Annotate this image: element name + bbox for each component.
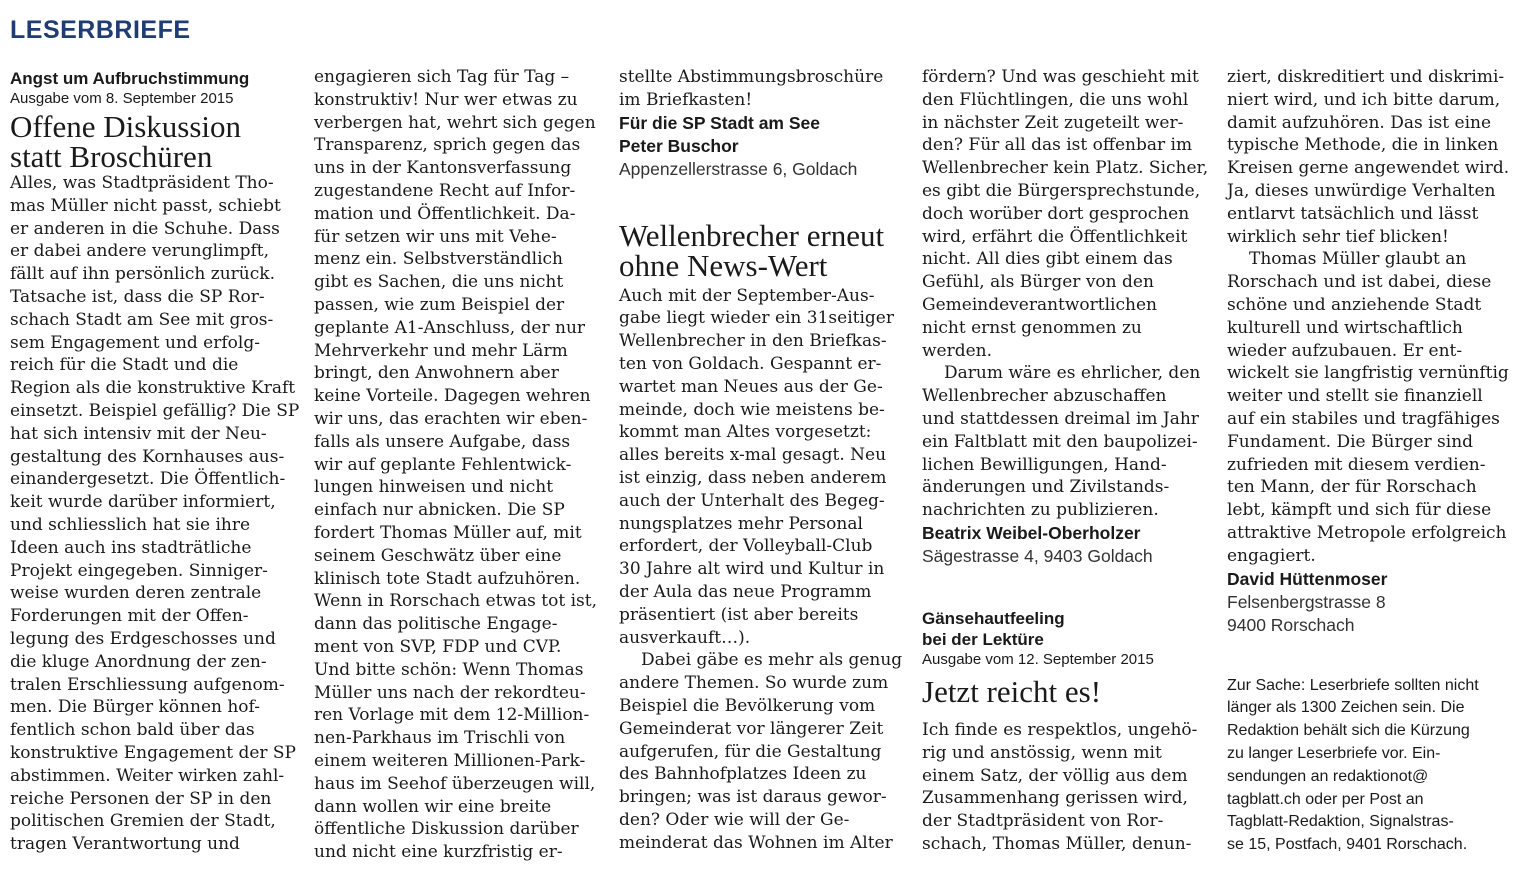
text-line: schöne und anziehende Stadt <box>1227 294 1482 315</box>
text-line: niert wird, und ich bitte darum, <box>1227 89 1501 110</box>
column-5 <box>1227 66 1512 857</box>
text-line: legung des Erdgeschosses und <box>10 628 276 649</box>
text-line: Rorschach und ist dabei, diese <box>1227 272 1492 293</box>
text-line: in nächster Zeit zugeteilt wer- <box>922 112 1184 133</box>
text-line: engagiert. <box>1227 545 1316 566</box>
text-line: andere Themen. So wurde zum <box>619 673 889 694</box>
letter1-body-continued <box>314 66 599 864</box>
text-line: haus im Seehof überzeugen will, <box>314 773 596 794</box>
letter2-address: Sägestrasse 4, 9403 Goldach <box>922 545 1153 566</box>
text-line: nicht ernst genommen zu <box>922 317 1142 338</box>
letter1-signature-name: Peter Buschor <box>619 135 739 156</box>
text-line: präsentiert (ist aber bereits <box>619 604 859 625</box>
text-line: den? Oder wie will der Ge- <box>619 809 850 830</box>
text-line: Fundament. Die Bürger sind <box>1227 431 1474 452</box>
text-line: Gefühl, als Bürger von den <box>922 272 1154 293</box>
text-line: Müller uns nach der rekordteu- <box>314 682 586 703</box>
text-line: auf ein stabiles und tragfähiges <box>1227 408 1500 429</box>
letter3-kicker-line: Gänsehautfeeling <box>922 608 1065 628</box>
text-line: seinem Geschwätz über eine <box>314 545 562 566</box>
text-line: lebt, kämpft und sich für diese <box>1227 500 1492 521</box>
text-line: politischen Gremien der Stadt, <box>10 811 276 832</box>
text-line: schach, Thomas Müller, denun- <box>922 833 1192 854</box>
text-line: klinisch tote Stadt aufzuhören. <box>314 568 581 589</box>
text-line: änderungen und Zivilstands- <box>922 477 1170 498</box>
text-line: erfordert, der Volleyball-Club <box>619 536 873 557</box>
text-line: fällt auf ihn persönlich zurück. <box>10 264 275 285</box>
text-line: und stattdessen dreimal im Jahr <box>922 408 1199 429</box>
text-line: öffentliche Diskussion darüber <box>314 819 579 840</box>
text-line: menz ein. Selbstverständlich <box>314 249 563 270</box>
text-line: Projekt eingegeben. Sinniger- <box>10 560 268 581</box>
text-line: fordert Thomas Müller auf, mit <box>314 522 582 543</box>
column-1 <box>10 68 300 856</box>
text-line: werden. <box>922 340 993 361</box>
text-line: ziert, diskreditiert und diskrimi- <box>1227 67 1505 87</box>
text-line: weise wurden deren zentrale <box>10 583 262 604</box>
text-line: keit wurde darüber informiert, <box>10 492 276 513</box>
text-line: wirklich sehr tief blicken! <box>1227 226 1449 247</box>
text-line: tragen Verantwortung und <box>10 834 240 855</box>
text-line: konstruktiv! Nur wer etwas zu <box>314 89 578 110</box>
letter1-kicker: Angst um Aufbruchstimmung <box>10 69 250 88</box>
text-line: zufrieden mit diesem verdien- <box>1227 454 1486 475</box>
text-line: und nicht eine kurzfristig er- <box>314 842 563 863</box>
text-line: ausverkauft…). <box>619 627 751 648</box>
text-line: stellte Abstimmungsbroschüre <box>619 67 884 87</box>
text-line: Mehrverkehr und mehr Lärm <box>314 340 568 361</box>
headline-line: statt Broschüren <box>10 139 213 174</box>
text-line: einem weiteren Millionen-Park- <box>314 750 586 771</box>
text-line: passen, wie zum Beispiel der <box>314 294 565 315</box>
letter3-body-continued <box>1227 66 1512 568</box>
letter2-body-continued <box>922 66 1212 522</box>
text-line: sendungen an redaktionot@ <box>1227 767 1429 785</box>
text-line: wir uns, das erachten wir eben- <box>314 408 588 429</box>
letter2-headline <box>619 217 904 283</box>
text-line: Wellenbrecher in den Briefkas- <box>619 331 887 352</box>
text-line: Tagblatt-Redaktion, Signalstras- <box>1227 813 1454 831</box>
text-line: einem Satz, der völlig aus dem <box>922 765 1188 786</box>
section-title: LESERBRIEFE <box>10 16 191 44</box>
text-line: ten Mann, der für Rorschach <box>1227 477 1477 498</box>
text-line: typische Methode, die in linken <box>1227 135 1499 156</box>
text-line: zugestandene Recht auf Infor- <box>314 180 576 201</box>
editorial-note <box>1227 675 1512 857</box>
letter1-body <box>10 172 300 856</box>
text-line: ten von Goldach. Gespannt er- <box>619 353 882 374</box>
text-line: weiter und stellt sie finanziell <box>1227 386 1483 407</box>
text-line: gestaltung des Kornhauses aus- <box>10 446 285 467</box>
text-line: es gibt die Bürgersprechstunde, <box>922 180 1201 201</box>
letter3-address-line: 9400 Rorschach <box>1227 614 1355 635</box>
text-line: einfach nur abnicken. Die SP <box>314 500 565 521</box>
text-line: fördern? Und was geschieht mit <box>922 67 1199 87</box>
letter3-issue-date: Ausgabe vom 12. September 2015 <box>922 650 1154 668</box>
text-line: wartet man Neues aus der Ge- <box>619 376 883 397</box>
letter1-signature-org: Für die SP Stadt am See <box>619 112 820 133</box>
text-line: nachrichten zu publizieren. <box>922 500 1159 521</box>
text-line: sem Engagement und erfolg- <box>10 332 260 353</box>
text-line: doch worüber dort gesprochen <box>922 203 1190 224</box>
text-line: Redaktion behält sich die Kürzung <box>1227 722 1470 740</box>
text-line: im Briefkasten! <box>619 89 753 110</box>
text-line: länger als 1300 Zeichen sein. Die <box>1227 699 1465 717</box>
letter1-headline <box>10 109 295 174</box>
text-line: nicht. All dies gibt einem das <box>922 249 1173 270</box>
text-line: wickelt sie langfristig vernünftig <box>1227 363 1509 384</box>
text-line: Gemeindeverantwortlichen <box>922 294 1157 315</box>
text-line: aufgerufen, für die Gestaltung <box>619 741 882 762</box>
letter2-body <box>619 285 904 855</box>
text-line: ment von SVP, FDP und CVP. <box>314 636 562 657</box>
text-line: dann das politische Engage- <box>314 614 558 635</box>
text-line: falls als unsere Aufgabe, dass <box>314 431 571 452</box>
text-line: Zur Sache: Leserbriefe sollten nicht <box>1227 676 1479 694</box>
text-line: Region als die konstruktive Kraft <box>10 378 296 399</box>
letter2-signature: Beatrix Weibel-Oberholzer <box>922 522 1141 543</box>
text-line: zu langer Leserbriefe vor. Ein- <box>1227 744 1441 762</box>
text-line: Darum wäre es ehrlicher, den <box>944 363 1201 384</box>
text-line: und schliesslich hat sie ihre <box>10 514 251 535</box>
text-line: Tatsache ist, dass die SP Ror- <box>10 286 265 307</box>
text-line: lungen hinweisen und nicht <box>314 477 554 498</box>
text-line: Transparenz, sprich gegen das <box>314 135 581 156</box>
text-line: lichen Bewilligungen, Hand- <box>922 454 1167 475</box>
letter1-issue-date: Ausgabe vom 8. September 2015 <box>10 90 234 107</box>
text-line: verbergen hat, wehrt sich gegen <box>314 112 596 133</box>
text-line: den Flüchtlingen, die uns wohl <box>922 89 1189 110</box>
text-line: Forderungen mit der Offen- <box>10 606 249 627</box>
text-line: keine Vorteile. Dagegen wehren <box>314 386 591 407</box>
text-line: Zusammenhang gerissen wird, <box>922 788 1188 809</box>
letter3-headline: Jetzt reicht es! <box>922 673 1102 709</box>
text-line: hat sich intensiv mit der Neu- <box>10 423 267 444</box>
letter1-address: Appenzellerstrasse 6, Goldach <box>619 158 858 179</box>
text-line: er dabei andere verunglimpft, <box>10 241 269 262</box>
text-line: für setzen wir uns mit Vehe- <box>314 226 557 247</box>
letter3-kicker-line: bei der Lektüre <box>922 629 1044 649</box>
letter3-body <box>922 719 1212 856</box>
text-line: geplante A1-Anschluss, der nur <box>314 317 586 338</box>
text-line: Und bitte schön: Wenn Thomas <box>314 659 584 680</box>
text-line: Wellenbrecher abzuschaffen <box>922 386 1167 407</box>
text-line: mation und Öffentlichkeit. Da- <box>314 203 576 224</box>
text-line: der Aula das neue Programm <box>619 581 872 602</box>
text-line: meinde, doch wie meistens be- <box>619 399 885 420</box>
headline-line: Wellenbrecher erneut <box>619 217 885 253</box>
text-line: 30 Jahre alt wird und Kultur in <box>619 559 885 580</box>
text-line: fentlich schon bald über das <box>10 720 255 741</box>
text-line: bringen; was ist daraus gewor- <box>619 787 887 808</box>
text-line: Beispiel die Bevölkerung vom <box>619 695 876 716</box>
text-line: den? Für all das ist offenbar im <box>922 135 1193 156</box>
text-line: Ich finde es respektlos, ungehö- <box>922 719 1198 740</box>
text-line: damit aufzuhören. Das ist eine <box>1227 112 1492 133</box>
text-line: Gemeinderat vor längerer Zeit <box>619 718 884 739</box>
text-line: Alles, was Stadtpräsident Tho- <box>10 173 274 193</box>
column-2 <box>314 66 599 864</box>
text-line: nen-Parkhaus im Trischli von <box>314 728 566 749</box>
text-line: tagblatt.ch oder per Post an <box>1227 790 1424 808</box>
text-line: Dabei gäbe es mehr als genug <box>641 650 903 671</box>
text-line: einandergesetzt. Die Öffentlich- <box>10 469 286 490</box>
text-line: rig und anstössig, wenn mit <box>922 742 1162 763</box>
text-line: wieder aufzubauen. Er ent- <box>1227 340 1463 361</box>
text-line: einsetzt. Beispiel gefällig? Die SP <box>10 400 300 421</box>
column-4 <box>922 66 1212 856</box>
headline-line: ohne News-Wert <box>619 247 828 283</box>
text-line: konstruktive Engagement der SP <box>10 742 296 763</box>
text-line: se 15, Postfach, 9401 Rorschach. <box>1227 836 1468 854</box>
letter1-body-end <box>619 66 904 112</box>
text-line: uns in der Kantonsverfassung <box>314 158 572 179</box>
text-line: attraktive Metropole erfolgreich <box>1227 522 1507 543</box>
text-line: ren Vorlage mit dem 12-Million- <box>314 705 590 726</box>
text-line: Wellenbrecher kein Platz. Sicher, <box>922 158 1209 179</box>
column-3 <box>619 66 904 855</box>
text-line: gibt es Sachen, die uns nicht <box>314 272 564 293</box>
text-line: alles bereits x-mal gesagt. Neu <box>619 445 887 466</box>
text-line: bringt, den Anwohnern aber <box>314 363 559 384</box>
text-line: Ideen auch ins stadträtliche <box>10 537 252 558</box>
text-line: abstimmen. Weiter wirken zahl- <box>10 765 285 786</box>
headline-line: Offene Diskussion <box>10 109 242 144</box>
text-line: reiche Personen der SP in den <box>10 788 272 809</box>
text-line: Auch mit der September-Aus- <box>619 285 875 306</box>
text-line: men. Die Bürger können hof- <box>10 697 260 718</box>
text-line: er anderen in die Schuhe. Dass <box>10 218 280 239</box>
text-line: kommt man Altes vorgesetzt: <box>619 422 872 443</box>
text-line: ein Faltblatt mit den baupolizei- <box>922 431 1198 452</box>
text-line: nungsplatzes mehr Personal <box>619 513 863 534</box>
letter3-signature: David Hüttenmoser <box>1227 568 1388 589</box>
text-line: meinderat das Wohnen im Alter <box>619 832 893 853</box>
text-line: wird, erfährt die Öffentlichkeit <box>922 226 1188 247</box>
text-line: wir auf geplante Fehlentwick- <box>314 454 572 475</box>
text-line: kulturell und wirtschaftlich <box>1227 317 1463 338</box>
text-line: dann wollen wir eine breite <box>314 796 552 817</box>
text-line: entlarvt tatsächlich und lässt <box>1227 203 1479 224</box>
text-line: auch der Unterhalt des Begeg- <box>619 490 885 511</box>
text-line: des Bahnhofplatzes Ideen zu <box>619 764 867 785</box>
text-line: Thomas Müller glaubt an <box>1249 249 1467 270</box>
text-line: der Stadtpräsident von Ror- <box>922 811 1164 832</box>
text-line: ist einzig, dass neben anderem <box>619 467 887 488</box>
text-line: gabe liegt wieder ein 31seitiger <box>619 308 894 329</box>
text-line: engagieren sich Tag für Tag – <box>314 67 570 87</box>
text-line: Kreisen gerne angewendet wird. <box>1227 158 1510 179</box>
letter3-address-line: Felsenbergstrasse 8 <box>1227 591 1386 612</box>
text-line: tralen Erschliessung aufgenom- <box>10 674 285 695</box>
text-line: mas Müller nicht passt, schiebt <box>10 195 281 216</box>
text-line: Ja, dieses unwürdige Verhalten <box>1227 180 1496 201</box>
text-line: Wenn in Rorschach etwas tot ist, <box>314 591 598 612</box>
text-line: reich für die Stadt und die <box>10 355 239 376</box>
text-line: die kluge Anordnung der zen- <box>10 651 267 672</box>
text-line: schach Stadt am See mit gros- <box>10 309 274 330</box>
